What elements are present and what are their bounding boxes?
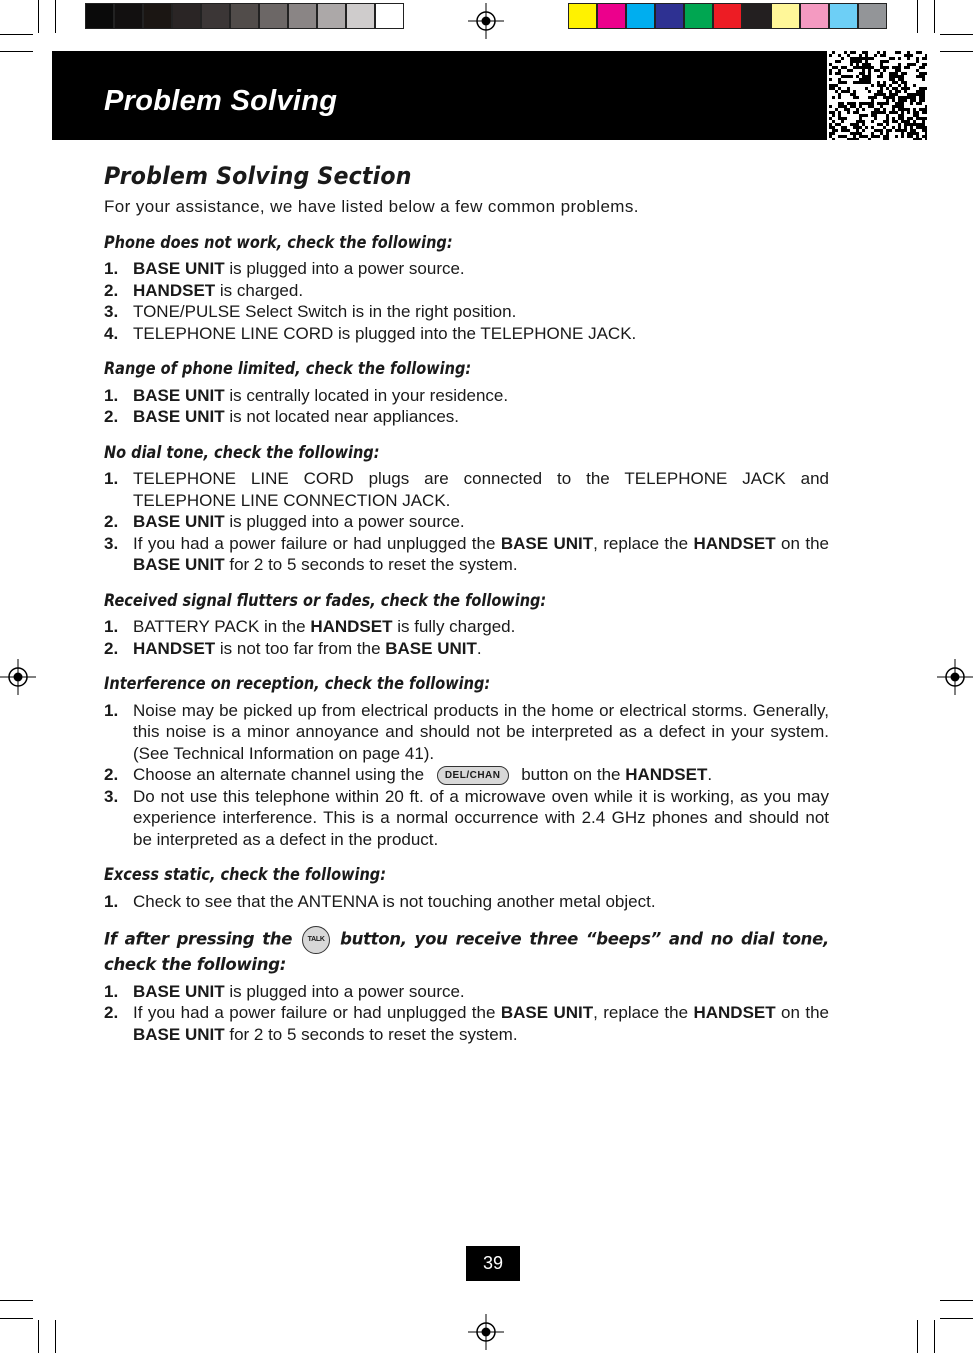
color-swatch — [655, 3, 684, 29]
crop-mark — [38, 1320, 39, 1353]
color-swatch — [172, 3, 201, 29]
item-text: , replace the — [593, 533, 694, 553]
color-swatch — [114, 3, 143, 29]
item-text: , replace the — [593, 1003, 694, 1022]
problem-group — [104, 673, 829, 850]
item-text: is not too far from the — [215, 638, 386, 658]
problem-solving-content — [104, 158, 829, 1045]
list-item — [104, 981, 829, 1003]
color-swatch — [259, 3, 288, 29]
item-text: TELEPHONE LINE CORD is plugged into the TELEPHONE JACK. — [133, 323, 637, 343]
item-text: . — [707, 765, 713, 784]
color-swatch — [288, 3, 317, 29]
crop-mark — [0, 1318, 33, 1319]
item-text: is fully charged. — [392, 617, 516, 636]
crop-mark — [940, 51, 973, 52]
item-number: 2. — [104, 280, 119, 300]
del-chan-button-icon: DEL/CHAN — [437, 766, 509, 785]
color-swatch — [230, 3, 259, 29]
list-item — [104, 616, 829, 638]
crop-mark — [917, 1320, 918, 1353]
bold-term: BASE UNIT — [133, 981, 225, 1001]
bold-term: BASE UNIT — [133, 407, 225, 426]
group-heading: Excess static, check the following: — [104, 865, 386, 884]
item-number: 1. — [104, 259, 119, 278]
item-text: on the — [775, 533, 829, 553]
bold-term: HANDSET — [133, 638, 216, 658]
color-swatch — [597, 3, 626, 29]
item-text: If you had a power failure or had unplugged the — [133, 1003, 501, 1022]
item-number: 2. — [104, 765, 119, 784]
crop-mark — [917, 0, 918, 33]
color-swatch — [684, 3, 713, 29]
color-swatch — [317, 3, 346, 29]
item-number: 3. — [104, 786, 119, 806]
item-number: 3. — [104, 302, 119, 321]
group-heading: Received signal flutters or fades, check the following: — [104, 590, 547, 610]
list-item — [104, 280, 829, 302]
list-item — [104, 258, 829, 280]
problem-group — [104, 590, 829, 660]
color-swatch — [771, 3, 800, 29]
color-swatch — [800, 3, 829, 29]
item-number: 1. — [104, 385, 119, 405]
header-title: Problem Solving — [104, 85, 338, 117]
color-swatch — [346, 3, 375, 29]
bold-term: BASE UNIT — [133, 259, 225, 278]
section-title: Problem Solving Section — [104, 162, 412, 190]
crop-mark — [0, 34, 33, 35]
group-list — [104, 385, 829, 428]
color-swatch — [829, 3, 858, 29]
registration-mark-icon — [468, 1314, 504, 1350]
item-text: is centrally located in your residence. — [224, 385, 509, 405]
heading-text: If after pressing the — [104, 929, 293, 949]
crop-mark — [934, 1320, 935, 1353]
item-text: for 2 to 5 seconds to reset the system. — [224, 555, 518, 574]
list-item — [104, 385, 829, 407]
talk-problem-group — [104, 926, 829, 1045]
intro-text: For your assistance, we have listed below a few common problems. — [104, 197, 639, 216]
bold-term: HANDSET — [310, 617, 393, 636]
item-text: Do not use this telephone within 20 ft. of a microwave oven while it is working, as you may experience interference. This is a normal occurrence with 2.4 GHz phones and should not be interpreted as a defect in the product. — [133, 786, 829, 849]
crop-mark — [55, 0, 56, 33]
item-text: BATTERY PACK in the — [133, 617, 311, 636]
list-item — [104, 786, 829, 851]
list-item — [104, 511, 829, 533]
list-item — [104, 301, 829, 323]
item-number: 1. — [104, 981, 119, 1001]
group-heading: No dial tone, check the following: — [104, 442, 380, 462]
list-item — [104, 638, 829, 660]
crop-mark — [0, 51, 33, 52]
item-text: is charged. — [215, 280, 304, 300]
color-swatch — [201, 3, 230, 29]
talk-button-icon: TALK — [302, 926, 330, 954]
group-list — [104, 468, 829, 576]
list-item — [104, 323, 829, 345]
list-item — [104, 533, 829, 576]
item-text: is plugged into a power source. — [224, 512, 465, 531]
group-list — [104, 616, 829, 659]
bold-term: BASE UNIT — [133, 512, 225, 531]
heading-text: button, you receive three “beeps” and no dial tone, check the following: — [104, 929, 829, 974]
item-number: 1. — [104, 700, 119, 720]
list-item — [104, 764, 829, 786]
list-item — [104, 1002, 829, 1045]
item-text: Check to see that the ANTENNA is not touching another metal object. — [133, 891, 656, 911]
decorative-pattern — [829, 51, 927, 140]
talk-group-list — [104, 981, 829, 1046]
color-swatch — [626, 3, 655, 29]
list-item — [104, 468, 829, 511]
item-text: is not located near appliances. — [224, 407, 459, 426]
bold-term: HANDSET — [133, 280, 216, 300]
group-list — [104, 891, 829, 913]
item-number: 4. — [104, 323, 119, 343]
group-list — [104, 700, 829, 851]
page-number: 39 — [466, 1246, 520, 1281]
item-text: TONE/PULSE Select Switch is in the right position. — [133, 302, 517, 321]
problem-group — [104, 232, 829, 345]
group-heading: Phone does not work, check the following: — [104, 232, 453, 252]
bold-term: HANDSET — [625, 765, 708, 784]
list-item — [104, 406, 829, 428]
group-list — [104, 258, 829, 344]
crop-mark — [940, 34, 973, 35]
item-text: . — [476, 638, 482, 658]
crop-mark — [38, 0, 39, 33]
problem-group — [104, 442, 829, 576]
bold-term: BASE UNIT — [500, 1003, 594, 1022]
talk-group-heading — [104, 926, 829, 976]
item-text: for 2 to 5 seconds to reset the system. — [224, 1024, 518, 1044]
color-swatch — [742, 3, 771, 29]
header-band — [52, 51, 827, 140]
item-text: is plugged into a power source. — [224, 259, 465, 278]
item-number: 2. — [104, 638, 119, 658]
bold-term: BASE UNIT — [385, 638, 477, 658]
color-swatch — [568, 3, 597, 29]
bold-term: HANDSET — [693, 1003, 776, 1022]
bold-term: BASE UNIT — [133, 1024, 225, 1044]
crop-mark — [940, 1300, 973, 1301]
item-text: is plugged into a power source. — [224, 981, 465, 1001]
crop-mark — [55, 1320, 56, 1353]
item-text: If you had a power failure or had unplugged the — [133, 533, 501, 553]
problem-groups — [104, 232, 829, 913]
item-text: button on the — [516, 765, 626, 784]
bold-term: BASE UNIT — [133, 555, 225, 574]
group-heading: Range of phone limited, check the following: — [104, 359, 472, 378]
item-number: 2. — [104, 1003, 119, 1022]
problem-group — [104, 864, 829, 912]
registration-mark-icon — [937, 659, 973, 695]
item-number: 1. — [104, 891, 119, 911]
item-text: on the — [775, 1003, 829, 1022]
bold-term: BASE UNIT — [500, 533, 594, 553]
problem-group — [104, 358, 829, 428]
bold-term: BASE UNIT — [133, 385, 225, 405]
color-swatch — [858, 3, 887, 29]
group-heading: Interference on reception, check the following: — [104, 674, 491, 693]
crop-mark — [934, 0, 935, 33]
crop-mark — [0, 1300, 33, 1301]
item-number: 2. — [104, 407, 119, 426]
color-swatch — [713, 3, 742, 29]
bold-term: HANDSET — [693, 533, 776, 553]
item-number: 2. — [104, 512, 119, 531]
item-text: TELEPHONE LINE CORD plugs are connected to the TELEPHONE JACK and TELEPHONE LINE CONNECTION JACK. — [133, 469, 829, 510]
color-swatch — [85, 3, 114, 29]
registration-mark-icon — [468, 3, 504, 39]
registration-mark-icon — [0, 659, 36, 695]
crop-mark — [940, 1318, 973, 1319]
item-text: Noise may be picked up from electrical products in the home or electrical storms. Generally, this noise is a minor annoyance and should not be interpreted as a defect in your system. (See Technical Information on page 41). — [133, 700, 829, 763]
item-number: 3. — [104, 533, 119, 553]
item-number: 1. — [104, 469, 119, 488]
color-swatch — [143, 3, 172, 29]
item-text: Choose an alternate channel using the — [133, 765, 429, 784]
item-number: 1. — [104, 617, 119, 636]
list-item — [104, 700, 829, 765]
list-item — [104, 891, 829, 913]
color-swatch — [375, 3, 404, 29]
